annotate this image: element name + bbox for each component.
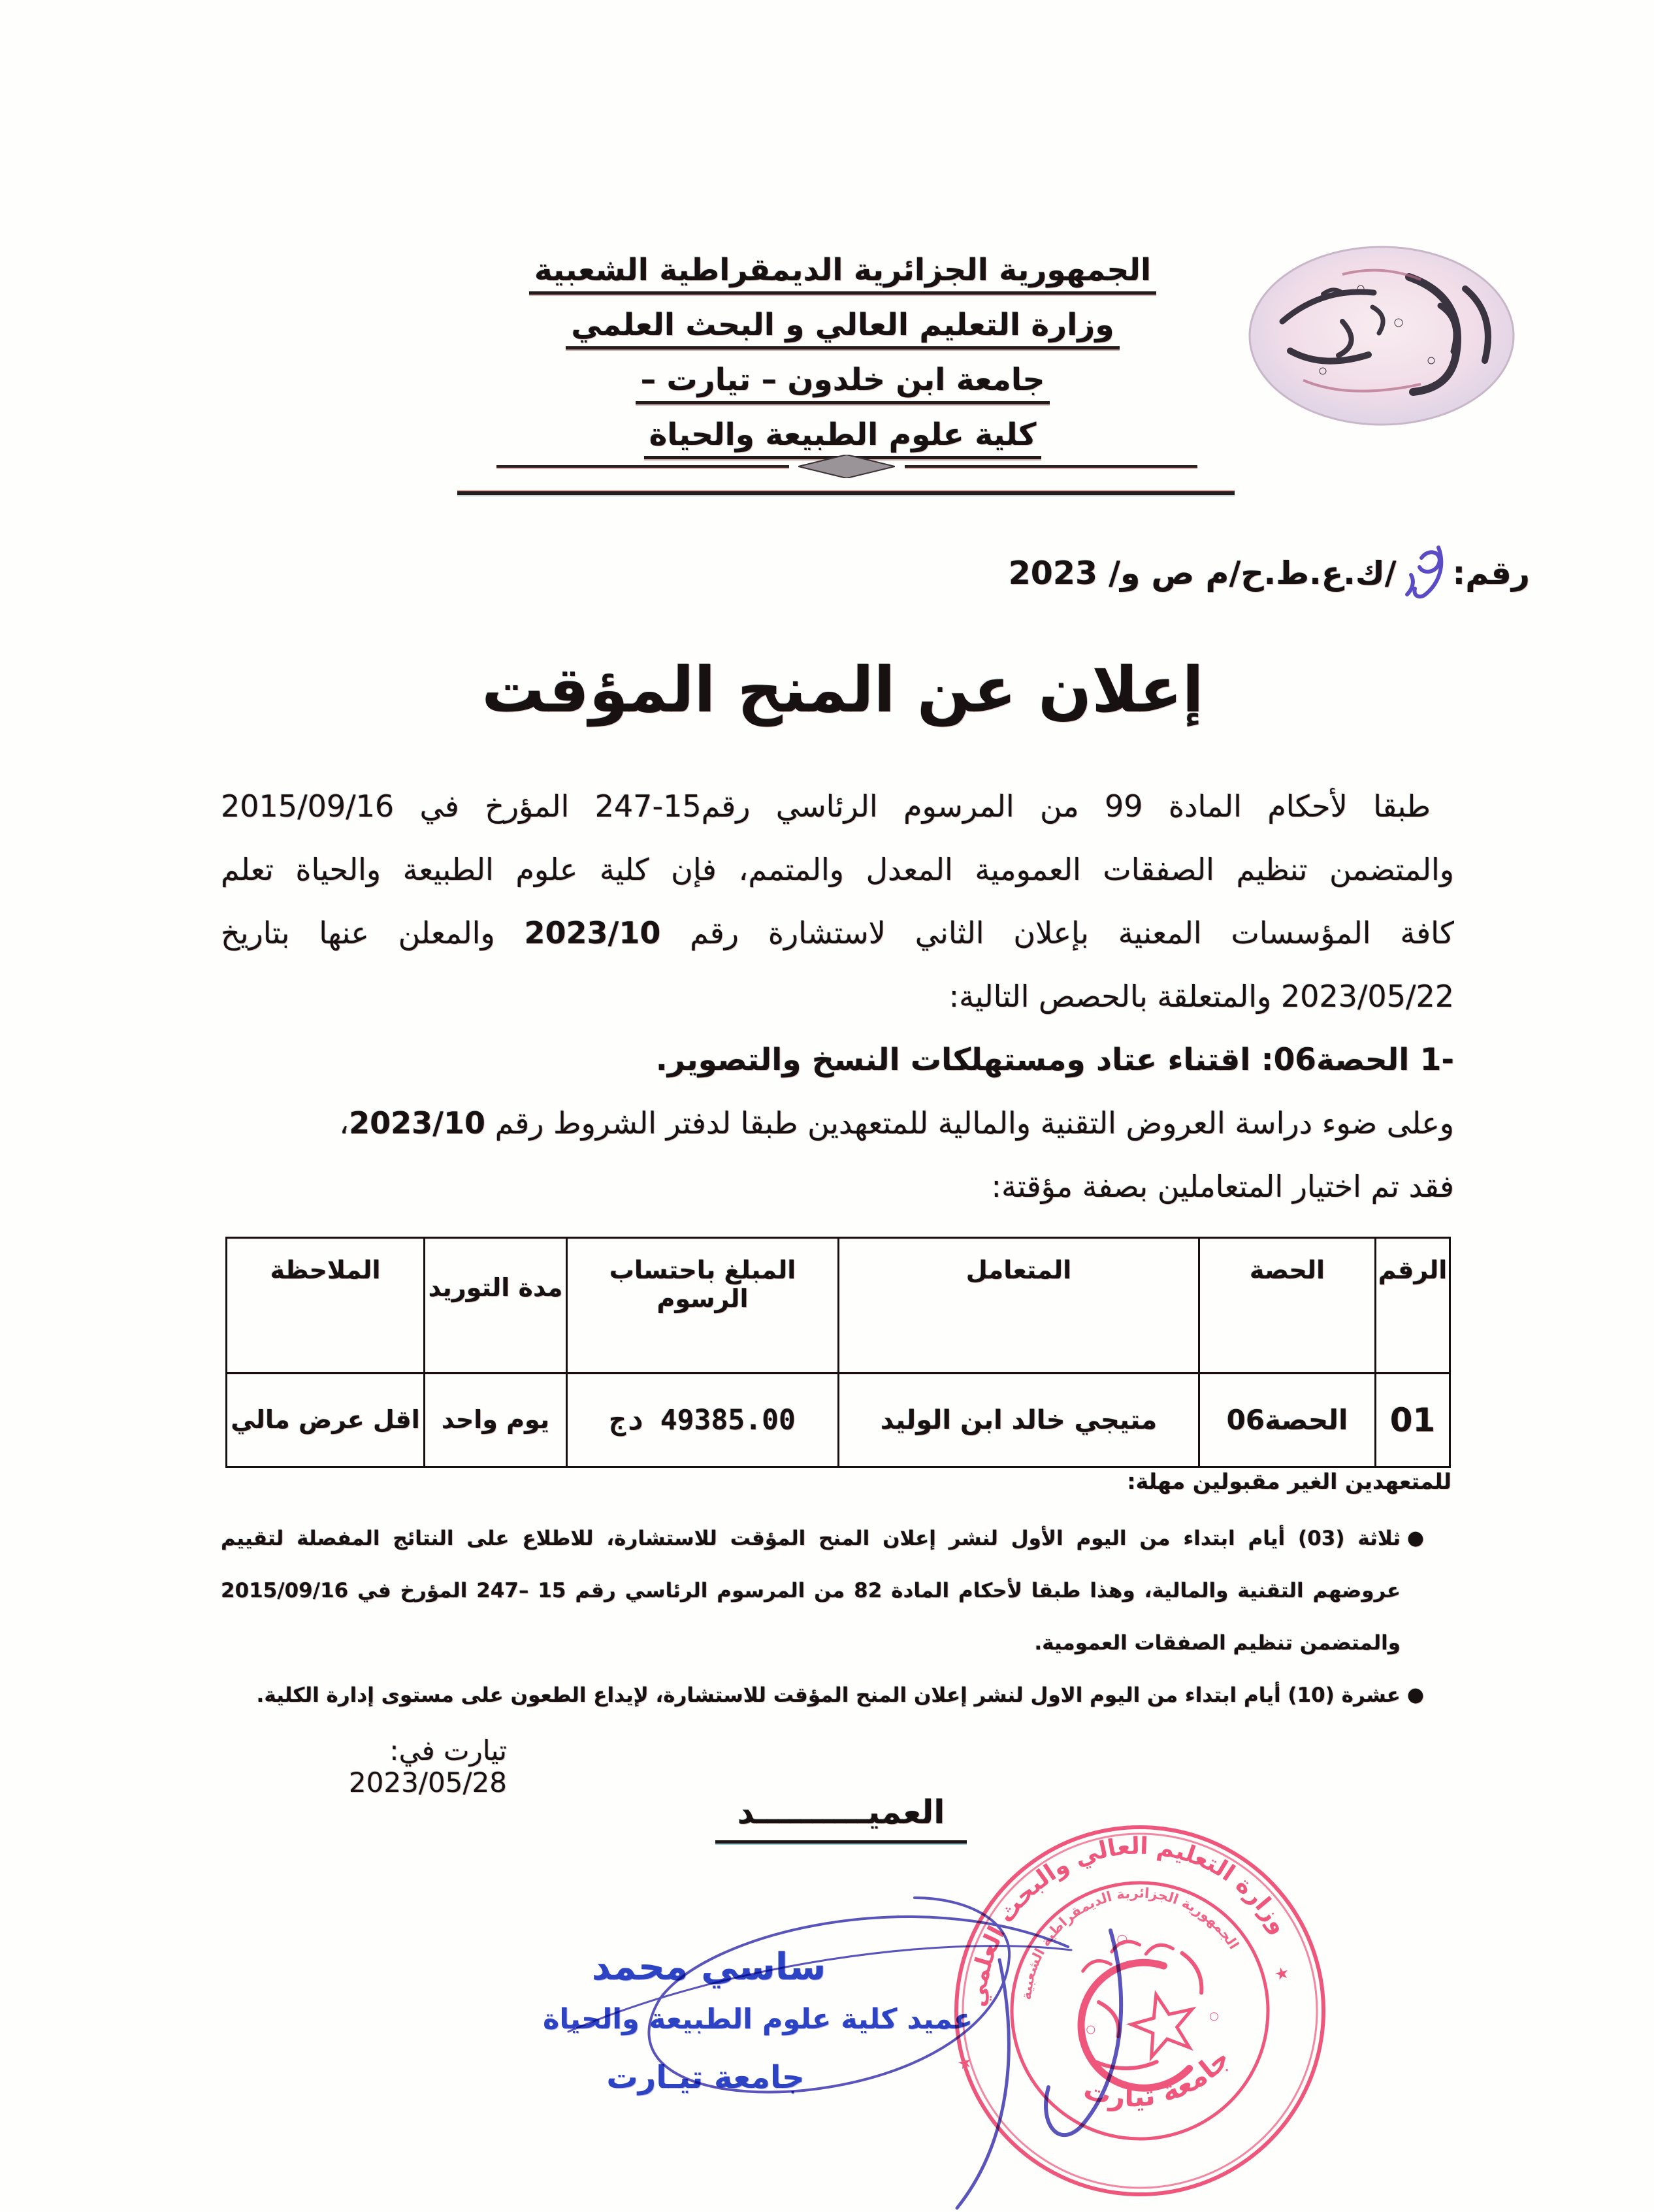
svg-text:وزارة التعليم العالي والبحث ال: وزارة التعليم العالي والبحث العلمي [964, 1832, 1293, 2008]
cell-amount: 49385.00 دج [567, 1373, 839, 1467]
signature-stamp-org: جامعة تيـارت [606, 2059, 805, 2096]
stamp-star-left: ٭ [953, 2044, 976, 2079]
reference-line [1009, 541, 1530, 606]
letterhead-line-ministry: وزارة التعليم العالي و البحث العلمي [451, 298, 1235, 353]
signature-stamp-name: ساسي محمد [591, 1945, 826, 1989]
table-header-row [227, 1238, 1450, 1373]
table-row [227, 1373, 1450, 1467]
cell-lot: الحصة06 [1199, 1373, 1376, 1467]
header-remark: الملاحظة [227, 1238, 425, 1373]
cell-duration: يوم واحد [425, 1373, 567, 1467]
body-text [221, 775, 1454, 1218]
official-round-stamp [931, 1802, 1349, 2212]
letterhead-line-republic: الجمهورية الجزائرية الديمقراطية الشعبية [451, 243, 1235, 298]
reference-label: رقم: [1452, 555, 1530, 592]
divider-left-segment [496, 465, 789, 468]
lot-item-number: 1- [1419, 1042, 1454, 1078]
header-operator: المتعامل [839, 1238, 1199, 1373]
header-duration: مدة التوريد [425, 1238, 567, 1373]
svg-text:جامعة تيارت: جامعة تيارت [1080, 2041, 1237, 2113]
divider-right-segment [905, 465, 1197, 468]
letterhead-line-university: جامعة ابن خلدون – تيارت – [451, 353, 1235, 408]
paragraph-line-4: 2023/05/22 والمتعلقة بالحصص التالية: [949, 979, 1454, 1014]
handwritten-number-mark [1399, 541, 1450, 606]
divider-rule [457, 491, 1235, 495]
bullet-item-2: ● عشرة (10) أيام ابتداء من اليوم الاول لنشر إعلان المنح المؤقت للاستشارة، لإيداع الطعون على مستوى إدارة الكلية. [221, 1669, 1431, 1721]
divider-diamond [798, 455, 895, 478]
svg-text:الجمهورية الجزائرية الديمقراطي: الجمهورية الجزائرية الديمقراطية الشعبية [1018, 1885, 1242, 2001]
paragraph-line-3: كافة المؤسسات المعنية بإعلان الثاني لاستشارة رقم 2023/10 والمعلن عنها بتاريخ [221, 915, 1454, 951]
closing-line-2: فقد تم اختيار المتعاملين بصفة مؤقتة: [991, 1169, 1454, 1204]
letterhead [451, 243, 1235, 463]
bullet-item-1: ● ثلاثة (03) أيام ابتداء من اليوم الأول لنشر إعلان المنح المؤقت للاستشارة، للاطلاع على النتائج المفصلة لتقييم عروضهم التقنية والمالية، وهذا طبقا لأحكام المادة 82 من المرسوم الرئاسي رقم 15 –247 المؤرخ في 2015/09/16 والمتضمن تنظيم الصفقات العمومية. [221, 1512, 1431, 1669]
specs-number: 2023/10 [349, 1105, 485, 1141]
signature-stamp-title: عميد كلية علوم الطبيعة والحياة [543, 2003, 973, 2036]
lot-list-item: 1- الحصة06: اقتناء عتاد ومستهلكات النسخ والتصوير. [655, 1042, 1454, 1078]
deadline-note-intro: للمتعهدين الغير مقبولين مهلة: [1127, 1469, 1451, 1494]
cell-operator: متيجي خالد ابن الوليد [839, 1373, 1199, 1467]
header-number: الرقم [1376, 1238, 1450, 1373]
letterhead-line-faculty: كلية علوم الطبيعة والحياة [451, 408, 1235, 463]
header-amount: المبلغ باحتساب الرسوم [567, 1238, 839, 1373]
document-title: إعلان عن المنح المؤقت [481, 653, 1204, 726]
university-seal-image [1244, 243, 1519, 432]
stamp-star-right: ٭ [1270, 1955, 1293, 1990]
reference-code: /ك.ع.ط.ح/م ص و/ 2023 [1008, 555, 1397, 592]
bullet-icon: ● [1406, 1527, 1425, 1550]
paragraph-line-1: طبقا لأحكام المادة 99 من المرسوم الرئاسي رقم15-247 المؤرخ في 2015/09/16 [221, 789, 1431, 824]
award-table [225, 1237, 1451, 1468]
cell-remark: اقل عرض مالي [227, 1373, 425, 1467]
header-lot: الحصة [1199, 1238, 1376, 1373]
deadline-bullets [221, 1512, 1431, 1721]
dean-label: العميــــــــــد [715, 1793, 967, 1844]
bullet-icon: ● [1406, 1683, 1425, 1706]
paragraph-line-2: والمتضمن تنظيم الصفقات العمومية المعدل والمتمم، فإن كلية علوم الطبيعة والحياة تعلم [221, 852, 1454, 887]
place-date-line: تيارت في: 2023/05/28 [348, 1734, 507, 1798]
cell-number: 01 [1376, 1373, 1450, 1467]
closing-line-1: وعلى ضوء دراسة العروض التقنية والمالية للمتعهدين طبقا لدفتر الشروط رقم 2023/10، [339, 1105, 1454, 1141]
consultation-number: 2023/10 [524, 915, 661, 951]
